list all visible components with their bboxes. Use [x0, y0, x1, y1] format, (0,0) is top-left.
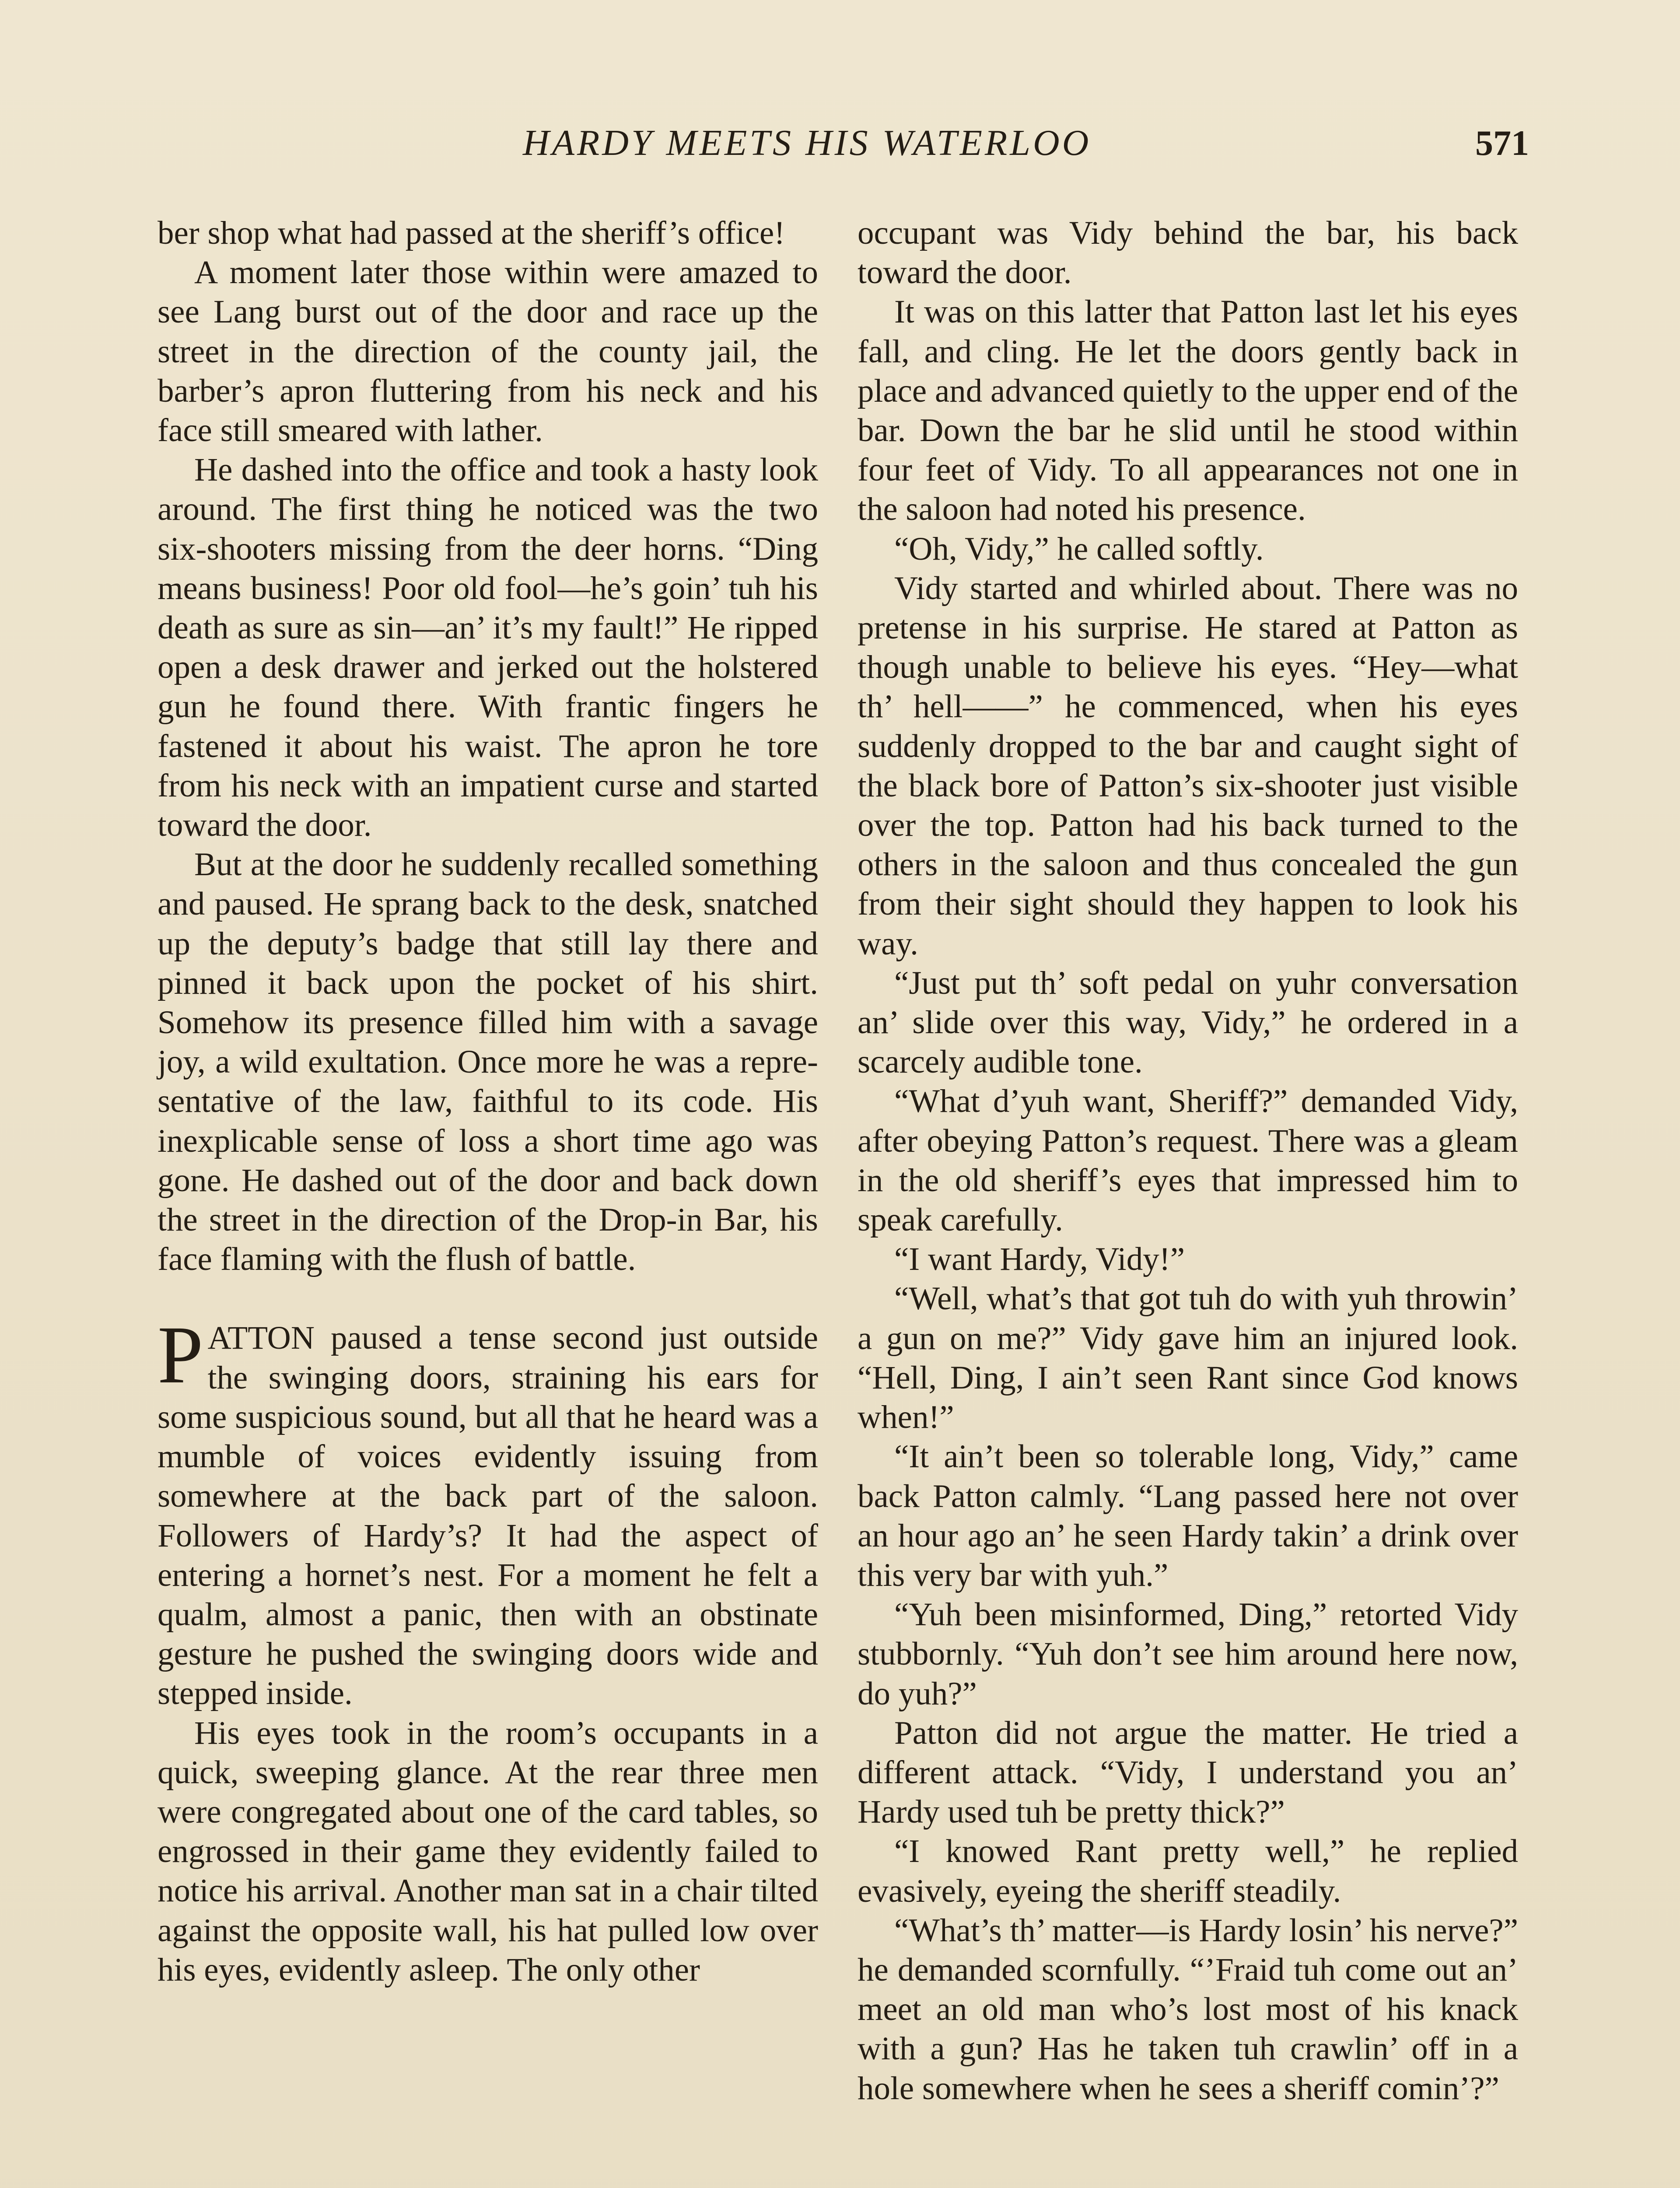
paragraph: occupant was Vidy behind the bar, his back toward the door.	[858, 215, 1518, 291]
running-title: HARDY MEETS HIS WATERLOO	[523, 123, 1092, 163]
paragraph: “Just put th’ soft pedal on yuhr conversation an’ slide over this way, Vidy,” he ordered in a scarcely audible tone.	[858, 964, 1518, 1080]
paragraph: His eyes took in the room’s occupants in a quick, sweeping glance. At the rear three men were congregated about one of the card tables, so engrossed in their game they evidently failed to notice his arrival. Another man sat in a chair tilted against the opposite wall, his hat pulled low over his eyes, evidently asleep. The only other	[158, 1715, 818, 1988]
section-opening-text: ATTON paused a tense second just outside the swinging doors, straining his ears for some suspicious sound, but all that he heard was a mumble of voices evidently issuing from somewhere at the back part of the saloon. Followers of Hardy’s? It had the aspect of entering a hornet’s nest. For a moment he felt a qualm, almost a panic, then with an obstinate gesture he pushed the swinging doors wide and stepped inside.	[158, 1320, 818, 1712]
paragraph: “Well, what’s that got tuh do with yuh throwin’ a gun on me?” Vidy gave him an injured look. “Hell, Ding, I ain’t seen Rant since God knows when!”	[858, 1280, 1518, 1436]
paragraph: “Yuh been misinformed, Ding,” retorted Vidy stubbornly. “Yuh don’t see him around here now, do yuh?”	[858, 1596, 1518, 1712]
paragraph: A moment later those within were amazed to see Lang burst out of the door and race up the street in the direction of the county jail, the barber’s apron fluttering from his neck and his face still smeared with lather.	[158, 254, 818, 449]
page-number: 571	[1475, 123, 1529, 163]
right-column	[858, 214, 1518, 2108]
paragraph: “What’s th’ matter—is Hardy losin’ his nerve?” he demanded scornfully. “’Fraid tuh come out an’ meet an old man who’s lost most of his knack with a gun? Has he taken tuh crawlin’ off in a hole somewhere when he sees a sheriff comin’?”	[858, 1912, 1518, 2107]
paragraph: “What d’yuh want, Sheriff?” demanded Vidy, after obeying Patton’s request. There was a gleam in the old sheriff’s eyes that impressed him to speak carefully.	[858, 1083, 1518, 1238]
paragraph: Patton did not argue the matter. He tried a different attack. “Vidy, I understand you an’ Hardy used tuh be pretty thick?”	[858, 1715, 1518, 1830]
paragraph: “I knowed Rant pretty well,” he replied evasively, eyeing the sheriff steadily.	[858, 1833, 1518, 1909]
paragraph: “I want Hardy, Vidy!”	[894, 1241, 1185, 1278]
drop-cap: P	[158, 1309, 203, 1401]
section-opening-paragraph	[158, 1309, 818, 1713]
left-column	[158, 214, 818, 1990]
running-head	[0, 119, 1680, 167]
paragraph: He dashed into the office and took a hasty look around. The first thing he noticed was the two six-shooters missing from the deer horns. “Ding means business! Poor old fool—he’s goin’ tuh his death as sure as sin—an’ it’s my fault!” He ripped open a desk drawer and jerked out the holstered gun he found there. With frantic fingers he fastened it about his waist. The apron he tore from his neck with an impatient curse and started toward the door.	[158, 452, 818, 844]
paragraph: ber shop what had passed at the sheriff’s office!	[158, 215, 785, 251]
paragraph: “It ain’t been so tolerable long, Vidy,” came back Patton calmly. “Lang passed here not over an hour ago an’ he seen Hardy takin’ a drink over this very bar with yuh.”	[858, 1438, 1518, 1593]
paragraph: It was on this latter that Patton last let his eyes fall, and cling. He let the doors gently back in place and advanced quietly to the upper end of the bar. Down the bar he slid until he stood within four feet of Vidy. To all appearances not one in the saloon had noted his presence.	[858, 294, 1518, 528]
paragraph: “Oh, Vidy,” he called softly.	[894, 530, 1264, 567]
paragraph: But at the door he suddenly recalled something and paused. He sprang back to the desk, snatched up the deputy’s badge that still lay there and pinned it back upon the pocket of his shirt. Somehow its presence filled him with a savage joy, a wild exultation. Once more he was a representative of the law, faithful to its code. His inexplicable sense of loss a short time ago was gone. He dashed out of the door and back down the street in the direction of the Drop-in Bar, his face flaming with the flush of battle.	[158, 846, 818, 1278]
paragraph: Vidy started and whirled about. There was no pretense in his surprise. He stared at Patton as though unable to believe his eyes. “Hey—what th’ hell——” he commenced, when his eyes suddenly dropped to the bar and caught sight of the black bore of Patton’s six-shooter just visible over the top. Patton had his back turned to the others in the saloon and thus concealed the gun from their sight should they happen to look his way.	[858, 570, 1518, 962]
